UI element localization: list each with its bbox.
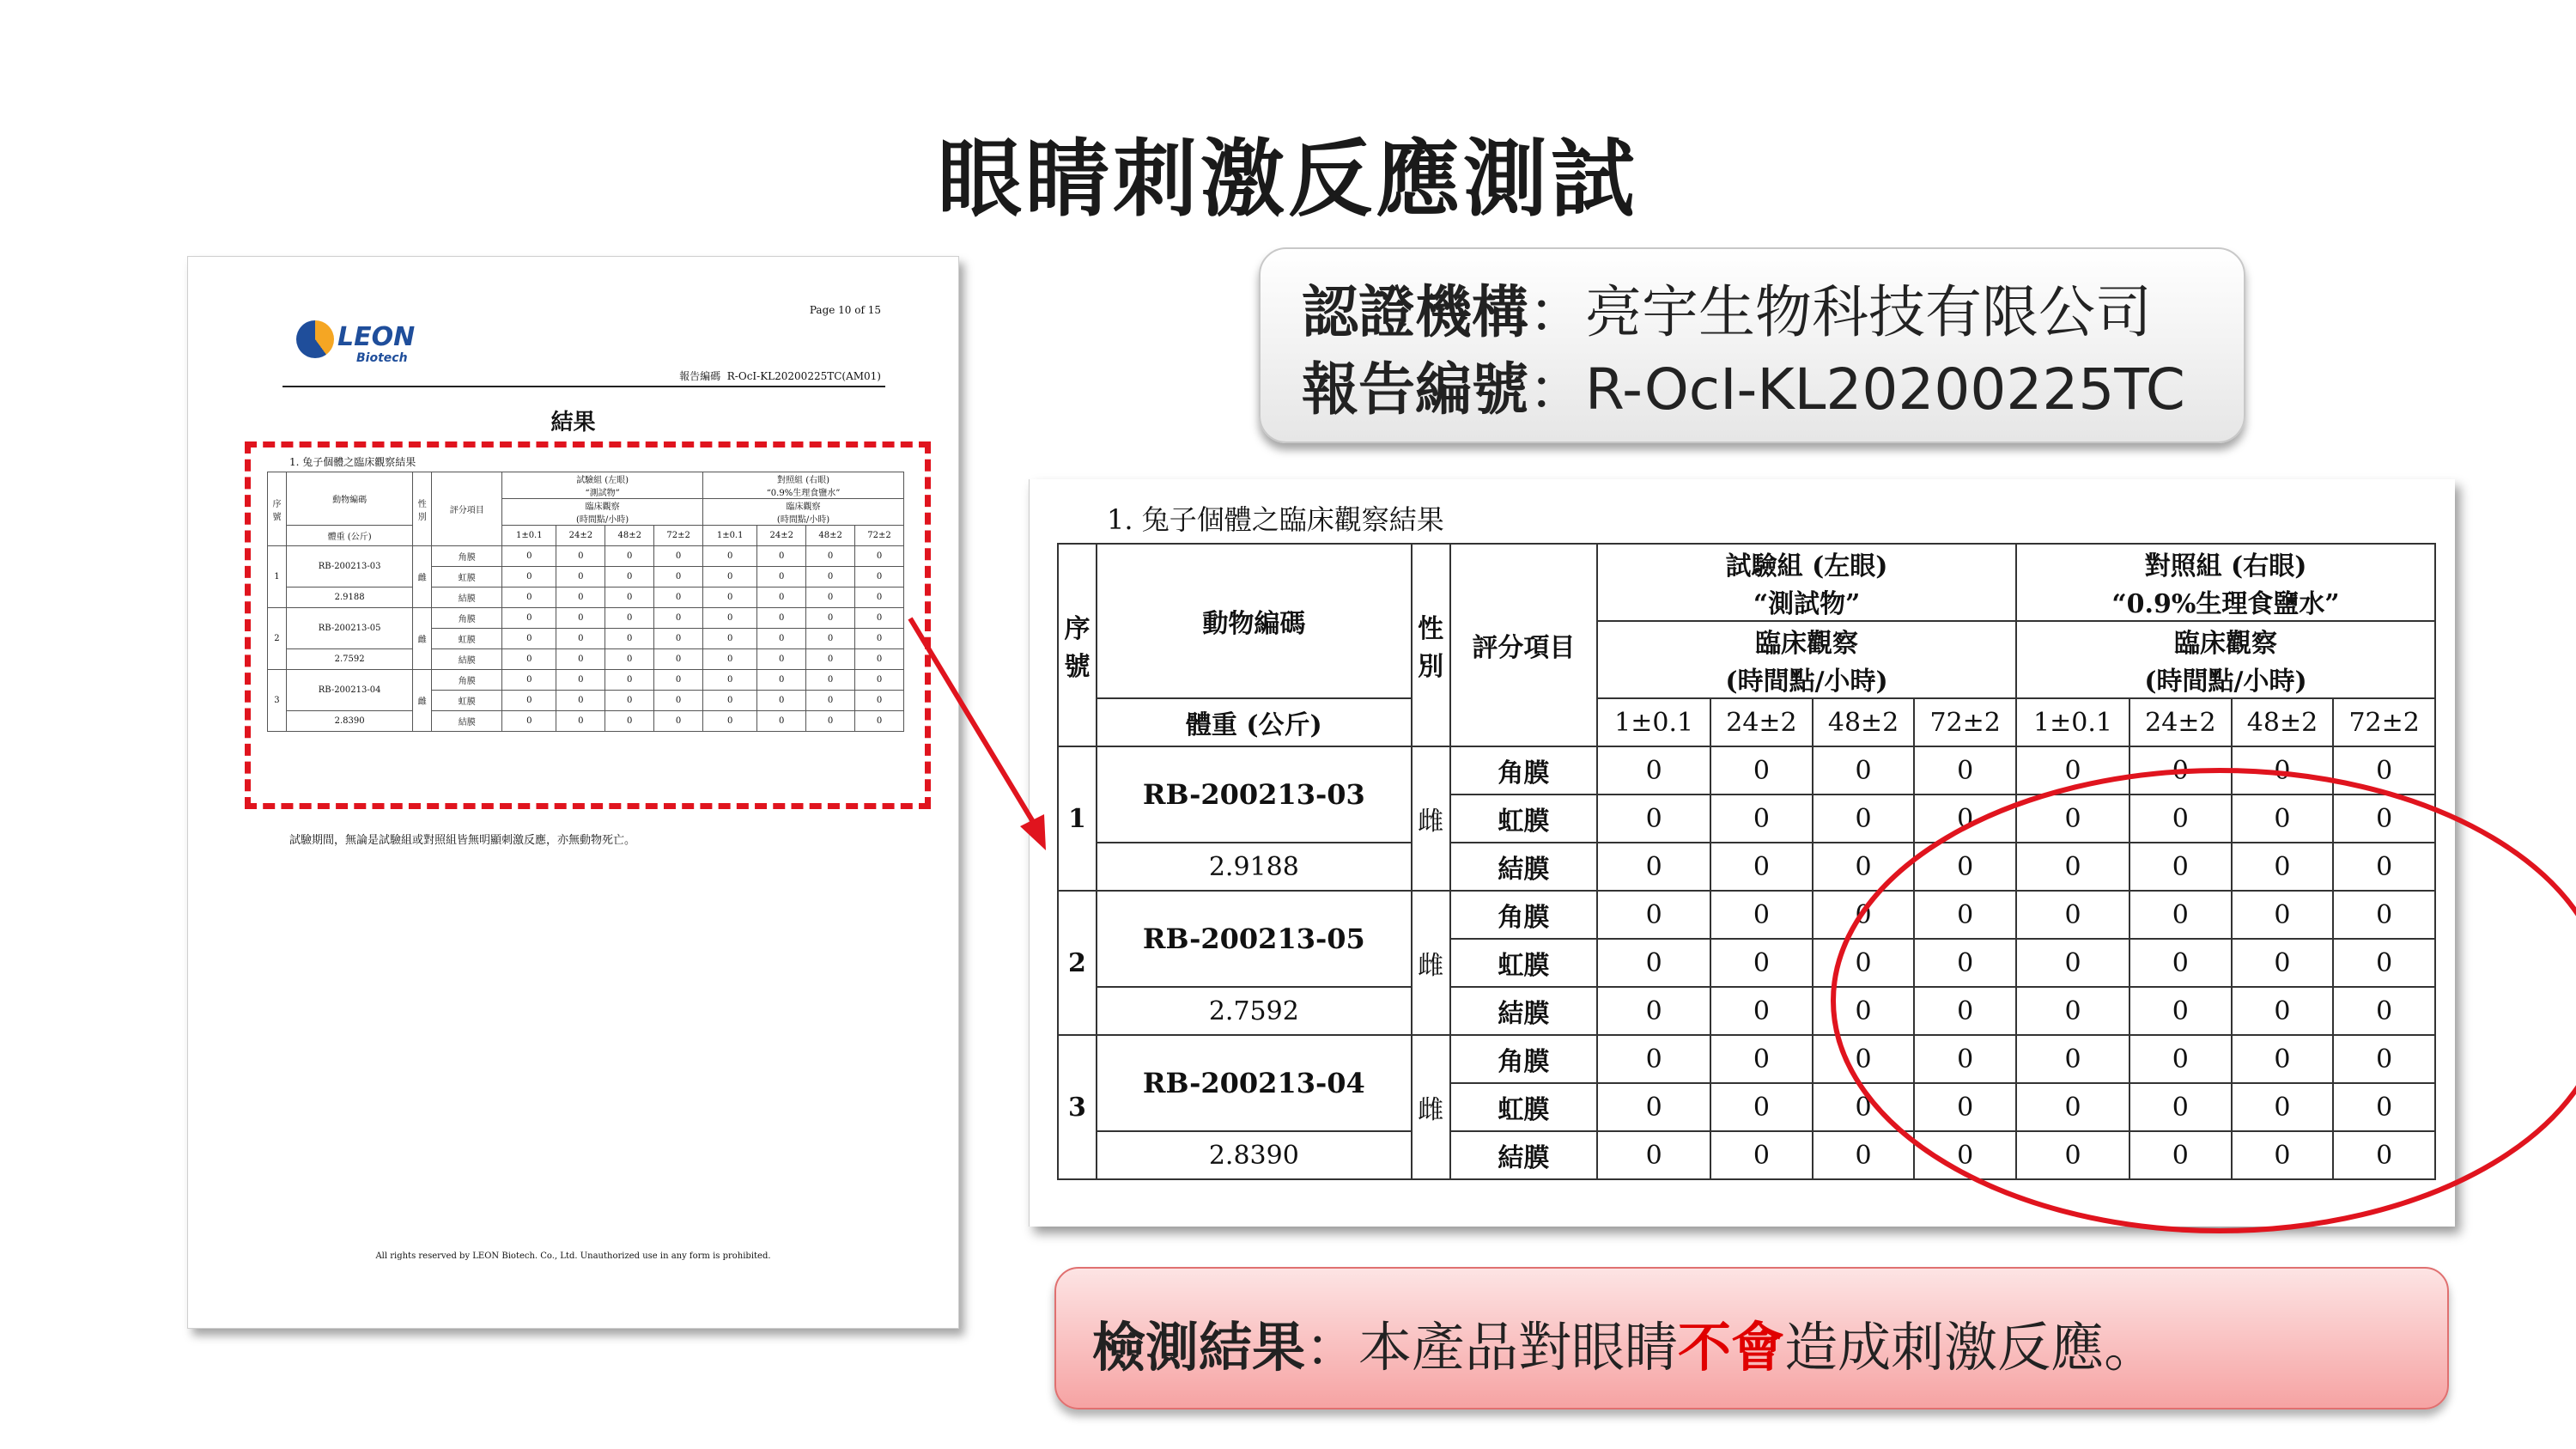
score-value: 0 (502, 629, 556, 649)
animal-id: RB-200213-03 (1097, 746, 1412, 843)
score-value: 0 (502, 691, 556, 711)
score-value: 0 (855, 588, 904, 608)
header-no: 序 號 (1058, 544, 1097, 746)
score-value: 0 (605, 629, 654, 649)
score-value: 0 (605, 691, 654, 711)
score-value: 0 (1813, 795, 1915, 843)
score-value: 0 (1914, 891, 2016, 939)
header-weight: 體重 (公斤) (1097, 698, 1412, 746)
score-value: 0 (2333, 891, 2435, 939)
score-value: 0 (1597, 891, 1710, 939)
header-timepoint: 48±2 (605, 526, 654, 546)
animal-sex: 雌 (1412, 746, 1450, 891)
score-value: 0 (806, 670, 855, 691)
score-value: 0 (2129, 891, 2232, 939)
animal-no: 2 (1058, 891, 1097, 1035)
animal-no: 3 (268, 670, 287, 732)
score-value: 0 (2016, 795, 2129, 843)
header-test-group: 試驗組 (左眼) “測試物” (502, 472, 703, 499)
score-item: 虹膜 (1450, 1083, 1597, 1131)
score-value: 0 (1914, 1083, 2016, 1131)
score-item: 虹膜 (432, 629, 502, 649)
score-value: 0 (2016, 1035, 2129, 1083)
score-value: 0 (1710, 987, 1813, 1035)
header-timepoint: 72±2 (654, 526, 703, 546)
score-value: 0 (1813, 1131, 1915, 1179)
zero-values-circle (1833, 770, 2576, 1231)
score-value: 0 (757, 588, 806, 608)
score-value: 0 (757, 670, 806, 691)
score-value: 0 (556, 567, 605, 588)
header-timepoint: 1±0.1 (1597, 698, 1710, 746)
score-item: 結膜 (1450, 987, 1597, 1035)
score-value: 0 (1813, 891, 1915, 939)
score-value: 0 (654, 691, 703, 711)
test-result-box (1054, 1267, 2449, 1409)
score-value: 0 (654, 670, 703, 691)
score-value: 0 (1710, 795, 1813, 843)
score-value: 0 (855, 711, 904, 732)
score-value: 0 (1597, 795, 1710, 843)
score-value: 0 (2016, 746, 2129, 795)
score-value: 0 (1813, 987, 1915, 1035)
score-item: 角膜 (432, 670, 502, 691)
score-value: 0 (1813, 843, 1915, 891)
score-value: 0 (1597, 987, 1710, 1035)
score-value: 0 (2333, 1083, 2435, 1131)
header-timepoint: 24±2 (1710, 698, 1813, 746)
animal-no: 1 (268, 546, 287, 608)
page-number: Page 10 of 15 (809, 304, 881, 316)
score-value: 0 (2333, 987, 2435, 1035)
score-value: 0 (2016, 891, 2129, 939)
score-value: 0 (806, 588, 855, 608)
score-value: 0 (2232, 1035, 2334, 1083)
score-value: 0 (502, 588, 556, 608)
copyright-footer: All rights reserved by LEON Biotech. Co., Ltd. Unauthorized use in any form is prohibited. (375, 1251, 771, 1261)
animal-id: RB-200213-04 (1097, 1035, 1412, 1131)
header-item: 評分項目 (1450, 544, 1597, 746)
animal-weight: 2.8390 (1097, 1131, 1412, 1179)
header-control-group: 對照組 (右眼) “0.9%生理食鹽水” (2016, 544, 2435, 621)
score-value: 0 (1597, 1083, 1710, 1131)
score-value: 0 (1597, 746, 1710, 795)
score-item: 結膜 (432, 588, 502, 608)
score-value: 0 (1710, 1083, 1813, 1131)
score-value: 0 (1597, 843, 1710, 891)
score-item: 結膜 (1450, 1131, 1597, 1179)
header-observation: 臨床觀察 (時間點/小時) (703, 499, 904, 526)
header-weight: 體重 (公斤) (286, 526, 412, 546)
animal-id: RB-200213-05 (286, 608, 412, 649)
animal-sex: 雌 (1412, 891, 1450, 1035)
header-timepoint: 48±2 (1813, 698, 1915, 746)
header-sex: 性 別 (1412, 544, 1450, 746)
header-timepoint: 72±2 (2333, 698, 2435, 746)
animal-sex: 雌 (413, 608, 432, 670)
score-value: 0 (1914, 987, 2016, 1035)
score-value: 0 (502, 546, 556, 567)
score-value: 0 (1914, 843, 2016, 891)
score-value: 0 (2129, 1035, 2232, 1083)
score-value: 0 (806, 711, 855, 732)
score-value: 0 (502, 649, 556, 670)
score-value: 0 (757, 649, 806, 670)
score-value: 0 (2232, 746, 2334, 795)
score-value: 0 (654, 567, 703, 588)
score-value: 0 (1914, 746, 2016, 795)
logo-text: LEON (337, 322, 416, 352)
header-test-group: 試驗組 (左眼) “測試物” (1597, 544, 2016, 621)
score-value: 0 (703, 588, 757, 608)
score-value: 0 (1597, 1035, 1710, 1083)
animal-sex: 雌 (413, 546, 432, 608)
score-value: 0 (2232, 891, 2334, 939)
score-value: 0 (1710, 843, 1813, 891)
score-value: 0 (2129, 987, 2232, 1035)
animal-weight: 2.8390 (286, 711, 412, 732)
animal-no: 1 (1058, 746, 1097, 891)
header-control-group: 對照組 (右眼) “0.9%生理食鹽水” (703, 472, 904, 499)
score-value: 0 (855, 629, 904, 649)
score-value: 0 (855, 670, 904, 691)
header-sex: 性 別 (413, 472, 432, 546)
test-result-text: 檢測結果：本產品對眼睛不會造成刺激反應。 (1092, 1316, 2158, 1379)
score-value: 0 (654, 608, 703, 629)
score-value: 0 (855, 546, 904, 567)
score-value: 0 (1813, 1083, 1915, 1131)
score-value: 0 (757, 567, 806, 588)
header-no: 序 號 (268, 472, 287, 546)
score-value: 0 (1710, 1035, 1813, 1083)
score-value: 0 (806, 629, 855, 649)
score-value: 0 (2232, 987, 2334, 1035)
score-item: 角膜 (1450, 891, 1597, 939)
score-value: 0 (757, 629, 806, 649)
score-value: 0 (605, 546, 654, 567)
score-value: 0 (556, 608, 605, 629)
score-value: 0 (2016, 1131, 2129, 1179)
score-value: 0 (502, 608, 556, 629)
header-timepoint: 72±2 (855, 526, 904, 546)
score-value: 0 (2129, 746, 2232, 795)
score-value: 0 (757, 546, 806, 567)
score-value: 0 (654, 649, 703, 670)
score-value: 0 (2333, 1131, 2435, 1179)
score-value: 0 (1710, 746, 1813, 795)
animal-no: 2 (268, 608, 287, 670)
section-title: 結果 (550, 410, 596, 435)
score-value: 0 (556, 691, 605, 711)
score-value: 0 (855, 649, 904, 670)
animal-weight: 2.9188 (286, 588, 412, 608)
header-animal: 動物編碼 (1097, 544, 1412, 698)
animal-id: RB-200213-03 (286, 546, 412, 588)
score-value: 0 (2333, 795, 2435, 843)
score-value: 0 (2016, 1083, 2129, 1131)
score-value: 0 (1813, 746, 1915, 795)
header-timepoint: 1±0.1 (703, 526, 757, 546)
score-value: 0 (2333, 746, 2435, 795)
score-value: 0 (556, 629, 605, 649)
logo-subtext: Biotech (356, 351, 408, 365)
header-item: 評分項目 (432, 472, 502, 546)
score-value: 0 (2016, 843, 2129, 891)
score-value: 0 (806, 649, 855, 670)
score-value: 0 (556, 588, 605, 608)
conclusion-note: 試驗期間，無論是試驗組或對照組皆無明顯刺激反應，亦無動物死亡。 (289, 834, 636, 847)
score-value: 0 (2129, 843, 2232, 891)
score-value: 0 (703, 608, 757, 629)
score-item: 結膜 (432, 711, 502, 732)
page-title: 眼睛刺激反應測試 (937, 131, 1638, 228)
score-value: 0 (855, 691, 904, 711)
score-value: 0 (654, 588, 703, 608)
animal-weight: 2.9188 (1097, 843, 1412, 891)
animal-weight: 2.7592 (1097, 987, 1412, 1035)
score-value: 0 (1597, 1131, 1710, 1179)
score-value: 0 (2129, 1083, 2232, 1131)
score-item: 虹膜 (432, 567, 502, 588)
animal-sex: 雌 (1412, 1035, 1450, 1179)
animal-no: 3 (1058, 1035, 1097, 1179)
score-value: 0 (2232, 939, 2334, 987)
header-observation: 臨床觀察 (時間點/小時) (502, 499, 703, 526)
report-code: 報告編碼 R-OcI-KL20200225TC(AM01) (679, 370, 881, 382)
score-item: 虹膜 (432, 691, 502, 711)
animal-id: RB-200213-05 (1097, 891, 1412, 987)
animal-id: RB-200213-04 (286, 670, 412, 711)
table-caption: 1. 兔子個體之臨床觀察結果 (289, 456, 416, 468)
header-timepoint: 24±2 (556, 526, 605, 546)
header-timepoint: 48±2 (2232, 698, 2334, 746)
score-value: 0 (703, 629, 757, 649)
score-value: 0 (855, 567, 904, 588)
score-value: 0 (1813, 939, 1915, 987)
pointer-arrow-line (910, 618, 1035, 825)
animal-sex: 雌 (413, 670, 432, 732)
header-timepoint: 48±2 (806, 526, 855, 546)
score-value: 0 (806, 567, 855, 588)
enlarged-table-caption: 1. 兔子個體之臨床觀察結果 (1107, 503, 1444, 536)
score-value: 0 (654, 546, 703, 567)
score-value: 0 (502, 670, 556, 691)
score-value: 0 (502, 567, 556, 588)
score-value: 0 (605, 608, 654, 629)
score-value: 0 (703, 691, 757, 711)
score-value: 0 (2333, 939, 2435, 987)
score-value: 0 (2232, 1131, 2334, 1179)
score-value: 0 (2129, 795, 2232, 843)
score-value: 0 (2232, 1083, 2334, 1131)
score-item: 結膜 (432, 649, 502, 670)
score-value: 0 (605, 588, 654, 608)
score-item: 角膜 (432, 608, 502, 629)
score-value: 0 (703, 711, 757, 732)
score-value: 0 (556, 546, 605, 567)
score-value: 0 (605, 649, 654, 670)
header-timepoint: 24±2 (757, 526, 806, 546)
score-value: 0 (654, 711, 703, 732)
score-value: 0 (556, 711, 605, 732)
score-value: 0 (703, 546, 757, 567)
score-item: 角膜 (1450, 746, 1597, 795)
score-value: 0 (2129, 1131, 2232, 1179)
score-value: 0 (1813, 1035, 1915, 1083)
score-value: 0 (2232, 843, 2334, 891)
score-value: 0 (757, 711, 806, 732)
score-value: 0 (1914, 1131, 2016, 1179)
score-value: 0 (1914, 795, 2016, 843)
score-value: 0 (2333, 843, 2435, 891)
score-item: 虹膜 (1450, 795, 1597, 843)
score-value: 0 (556, 649, 605, 670)
score-value: 0 (703, 649, 757, 670)
score-value: 0 (2016, 939, 2129, 987)
report-number: 報告編號：R-OcI-KL20200225TC (1302, 356, 2185, 423)
score-value: 0 (1597, 939, 1710, 987)
score-value: 0 (703, 567, 757, 588)
header-observation: 臨床觀察 (時間點/小時) (2016, 621, 2435, 698)
score-value: 0 (757, 608, 806, 629)
score-value: 0 (703, 670, 757, 691)
header-animal: 動物編碼 (286, 472, 412, 526)
score-value: 0 (605, 567, 654, 588)
score-value: 0 (806, 546, 855, 567)
score-item: 結膜 (1450, 843, 1597, 891)
score-value: 0 (757, 691, 806, 711)
score-value: 0 (2232, 795, 2334, 843)
score-value: 0 (2333, 1035, 2435, 1083)
score-value: 0 (654, 629, 703, 649)
score-value: 0 (1710, 891, 1813, 939)
animal-weight: 2.7592 (286, 649, 412, 670)
score-value: 0 (806, 691, 855, 711)
score-value: 0 (2016, 987, 2129, 1035)
score-item: 角膜 (1450, 1035, 1597, 1083)
header-timepoint: 24±2 (2129, 698, 2232, 746)
score-value: 0 (2129, 939, 2232, 987)
certifying-body: 認證機構：亮宇生物科技有限公司 (1302, 279, 2152, 345)
score-value: 0 (556, 670, 605, 691)
header-timepoint: 1±0.1 (502, 526, 556, 546)
score-value: 0 (1710, 1131, 1813, 1179)
score-item: 虹膜 (1450, 939, 1597, 987)
header-timepoint: 72±2 (1914, 698, 2016, 746)
score-value: 0 (1710, 939, 1813, 987)
score-value: 0 (1914, 1035, 2016, 1083)
score-value: 0 (605, 670, 654, 691)
header-observation: 臨床觀察 (時間點/小時) (1597, 621, 2016, 698)
score-value: 0 (1914, 939, 2016, 987)
header-timepoint: 1±0.1 (2016, 698, 2129, 746)
score-value: 0 (806, 608, 855, 629)
score-item: 角膜 (432, 546, 502, 567)
score-value: 0 (605, 711, 654, 732)
score-value: 0 (855, 608, 904, 629)
score-value: 0 (502, 711, 556, 732)
